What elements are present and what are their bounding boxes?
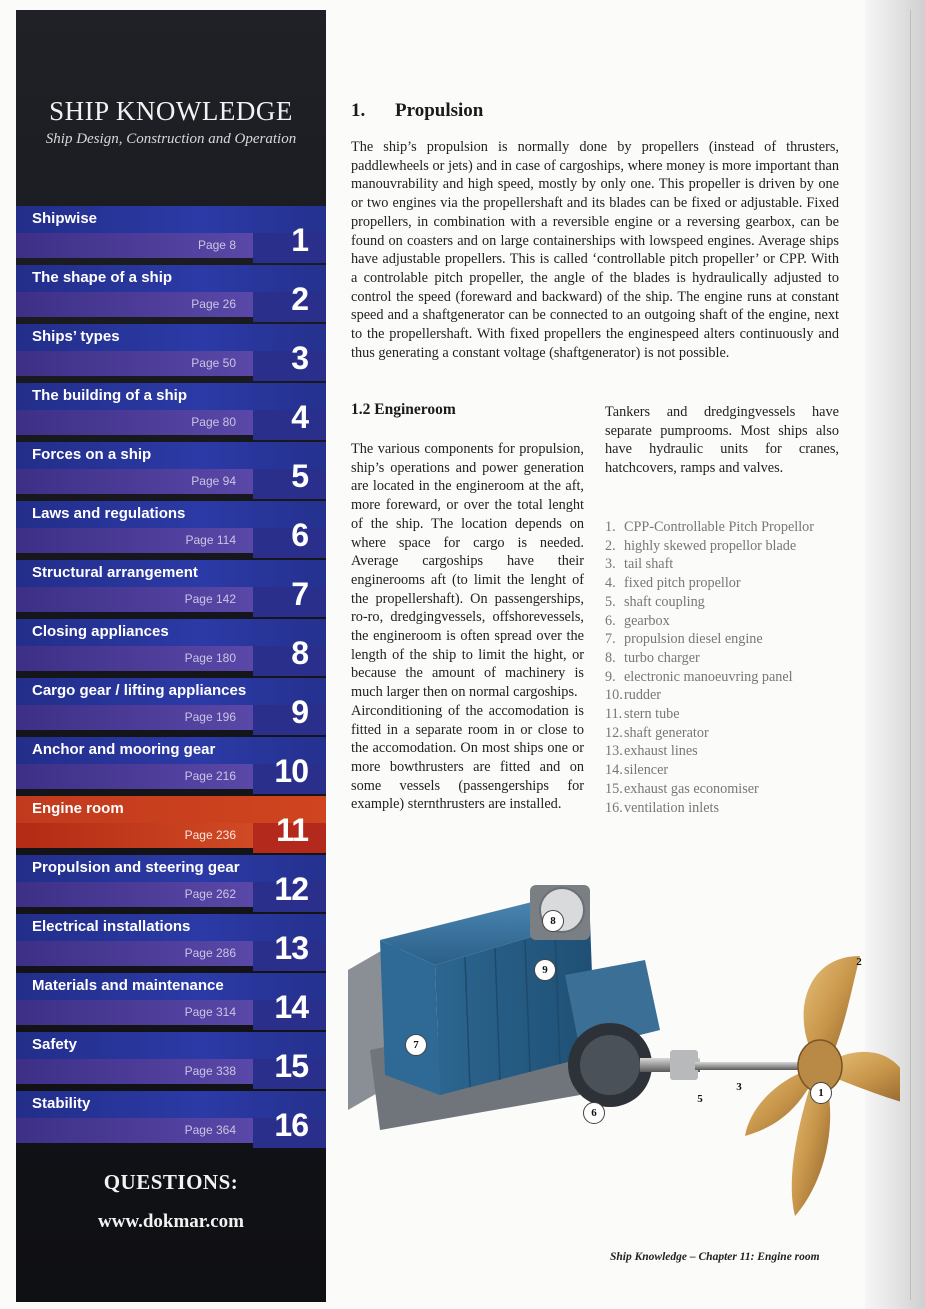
legend-item: 1. CPP-Controllable Pitch Propellor <box>605 519 814 535</box>
page-footer: Ship Knowledge – Chapter 11: Engine room <box>610 1251 820 1263</box>
chapter-page: Page 180 <box>184 651 236 665</box>
chapter-item[interactable] <box>16 678 326 735</box>
chapter-number: 11 <box>276 812 308 848</box>
chapter-item[interactable] <box>16 855 326 912</box>
chapter-title: Shipwise <box>32 210 98 227</box>
legend-item: 7. propulsion diesel engine <box>605 631 763 648</box>
engine-propeller-illustration <box>340 880 900 1250</box>
chapter-number: 1 <box>291 222 308 258</box>
chapter-page: Page 216 <box>184 769 236 783</box>
legend-item: 13.exhaust lines <box>605 743 698 760</box>
chapter-item[interactable] <box>16 383 326 440</box>
book-subtitle: Ship Design, Construction and Operation <box>45 131 297 147</box>
chapter-number: 9 <box>291 694 308 730</box>
callout-1: 1 <box>810 1082 832 1104</box>
chapter-item[interactable] <box>16 324 326 381</box>
legend-item: 14.silencer <box>605 762 669 779</box>
chapter-item[interactable] <box>16 560 326 617</box>
intro-paragraph: The ship’s propulsion is normally done by propellers (instead of thrusters, paddlewheels or jets) and in case of cargoships, where money is more important than manouvrability and high speed, mostly by only one. This propeller is driven by one or two engines via the propellershaft and its blades can be fixed or adjustable. Fixed propellers, in combination with a reversible engine or a reversing gearbox, can be found on coasters and on large containerships with lowspeed engines. Average ships have adjustable propellers. This is called ‘controllable pitch propeller’ or CPP. With a controlable pitch propeller, the angle of the blades is hydraulically adjusted to control the speed (foreward and backward) of the ship. The engine runs at constant speed and a shaftgenerator can be connected to an outgoing shaft of the engine, next to the propellershaft. With fixed propellers the enginespeed alters continuously and thus generating a constant voltage (shaftgenerator) is not possible. <box>351 139 839 361</box>
chapter-item-active[interactable] <box>16 796 326 853</box>
subsection-heading: 1.2 Engineroom <box>351 401 456 418</box>
legend-item: 10.rudder <box>605 687 662 704</box>
paragraph: The various components for propulsion, ship’s operations and power generation are located in the engineroom at the aft, more foreward, or over the total lenght of the ship. The location depends on where space for cargo is needed. Average cargoships have their enginerooms aft (to limit the lenght of the propellershaft). On passengerships, ro-ro, dredgingvessels, offshorevessels, the engineroom is often spread over the length of the ship to limit the hight, or because the amount of machinery is much larger then on normal cargoships. <box>351 441 584 701</box>
legend-item: 4. fixed pitch propellor <box>605 575 741 592</box>
callout-3: 3 <box>736 1081 742 1093</box>
chapter-page: Page 114 <box>185 533 236 547</box>
sidebar <box>16 10 326 1302</box>
chapter-item[interactable] <box>16 442 326 499</box>
chapter-title: The building of a ship <box>32 387 187 404</box>
chapter-number: 8 <box>291 635 308 671</box>
chapter-title: Propulsion and steering gear <box>32 859 240 876</box>
chapter-number: 3 <box>291 340 308 376</box>
chapter-title: Structural arrangement <box>32 564 198 581</box>
callout-9: 9 <box>534 959 556 981</box>
section-number: 1. <box>351 100 366 121</box>
chapter-item[interactable] <box>16 1091 326 1148</box>
chapter-page: Page 50 <box>191 356 236 370</box>
legend-item: 12.shaft generator <box>605 724 709 741</box>
chapter-item[interactable] <box>16 619 326 676</box>
chapter-title: Ships’ types <box>32 328 120 345</box>
website-link[interactable]: www.dokmar.com <box>97 1211 245 1232</box>
chapter-item[interactable] <box>16 737 326 794</box>
chapter-title: Stability <box>32 1095 91 1112</box>
chapter-number: 5 <box>291 458 308 494</box>
chapter-item[interactable] <box>16 501 326 558</box>
text-column-left <box>351 440 584 814</box>
chapter-page: Page 236 <box>184 828 236 842</box>
chapter-number: 15 <box>274 1048 308 1084</box>
chapter-title: Cargo gear / lifting appliances <box>32 682 247 699</box>
chapter-number: 2 <box>291 281 308 317</box>
chapter-number: 7 <box>291 576 308 612</box>
paragraph: Airconditioning of the accomodation is fitted in a separate room in or close to the accomodation. On most ships one or more bowthrusters are fitted and on some vessels (passengerships for example) sternthrusters are installed. <box>351 702 584 813</box>
book-title: SHIP KNOWLEDGE <box>49 96 293 126</box>
legend-item: 8. turbo charger <box>605 649 700 666</box>
legend-item: 5. shaft coupling <box>605 593 705 610</box>
chapter-title: Forces on a ship <box>32 446 152 463</box>
chapter-title: Electrical installations <box>32 918 191 935</box>
chapter-title: Anchor and mooring gear <box>32 741 216 758</box>
chapter-page: Page 196 <box>184 710 236 724</box>
chapter-page: Page 314 <box>184 1005 236 1019</box>
chapter-page: Page 364 <box>184 1123 236 1137</box>
section-heading <box>351 100 483 122</box>
questions-heading: QUESTIONS: <box>103 1170 239 1194</box>
chapter-page: Page 94 <box>191 474 236 488</box>
chapter-page: Page 286 <box>184 946 236 960</box>
chapter-number: 4 <box>291 399 308 435</box>
chapter-number: 16 <box>274 1107 308 1143</box>
chapter-item[interactable] <box>16 1032 326 1089</box>
chapter-number: 14 <box>274 989 308 1025</box>
callout-8: 8 <box>542 910 564 932</box>
chapter-title: Laws and regulations <box>32 505 186 522</box>
chapter-page: Page 8 <box>197 238 236 252</box>
legend-item: 9. electronic manoeuvring panel <box>605 668 793 685</box>
chapter-page: Page 26 <box>191 297 236 311</box>
legend-item: 11. stern tube <box>605 706 680 723</box>
chapter-number: 10 <box>274 753 308 789</box>
chapter-page: Page 262 <box>184 887 236 901</box>
callout-5: 5 <box>697 1093 703 1105</box>
chapter-page: Page 142 <box>184 592 236 606</box>
chapter-title: Materials and maintenance <box>32 977 224 994</box>
chapter-item[interactable] <box>16 914 326 971</box>
callout-2: 2 <box>856 956 862 968</box>
page-edge <box>910 10 911 1300</box>
legend-item: 6. gearbox <box>605 612 670 629</box>
chapter-title: The shape of a ship <box>32 269 173 286</box>
chapter-number: 12 <box>274 871 308 907</box>
chapter-item[interactable] <box>16 206 326 263</box>
engine-drawing <box>340 880 900 1250</box>
chapter-number: 6 <box>291 517 308 553</box>
chapter-item[interactable] <box>16 265 326 322</box>
callout-6: 6 <box>583 1102 605 1124</box>
parts-legend <box>605 518 855 817</box>
chapter-title: Safety <box>32 1036 78 1053</box>
section-title: Propulsion <box>395 100 484 121</box>
chapter-title: Closing appliances <box>32 623 169 640</box>
legend-item: 2. highly skewed propellor blade <box>605 537 797 554</box>
legend-item: 16.ventilation inlets <box>605 799 719 816</box>
chapter-item[interactable] <box>16 973 326 1030</box>
chapter-number: 13 <box>274 930 308 966</box>
text-column-right: Tankers and dredgingvessels have separate pumprooms. Most ships also have hydraulic units for cranes, hatchcovers, ramps and valves. <box>605 404 839 477</box>
legend-item: 3. tail shaft <box>605 556 674 573</box>
chapter-page: Page 338 <box>184 1064 236 1078</box>
chapter-page: Page 80 <box>191 415 236 429</box>
chapter-title: Engine room <box>32 800 124 817</box>
callout-7: 7 <box>405 1034 427 1056</box>
legend-item: 15.exhaust gas economiser <box>605 780 759 797</box>
